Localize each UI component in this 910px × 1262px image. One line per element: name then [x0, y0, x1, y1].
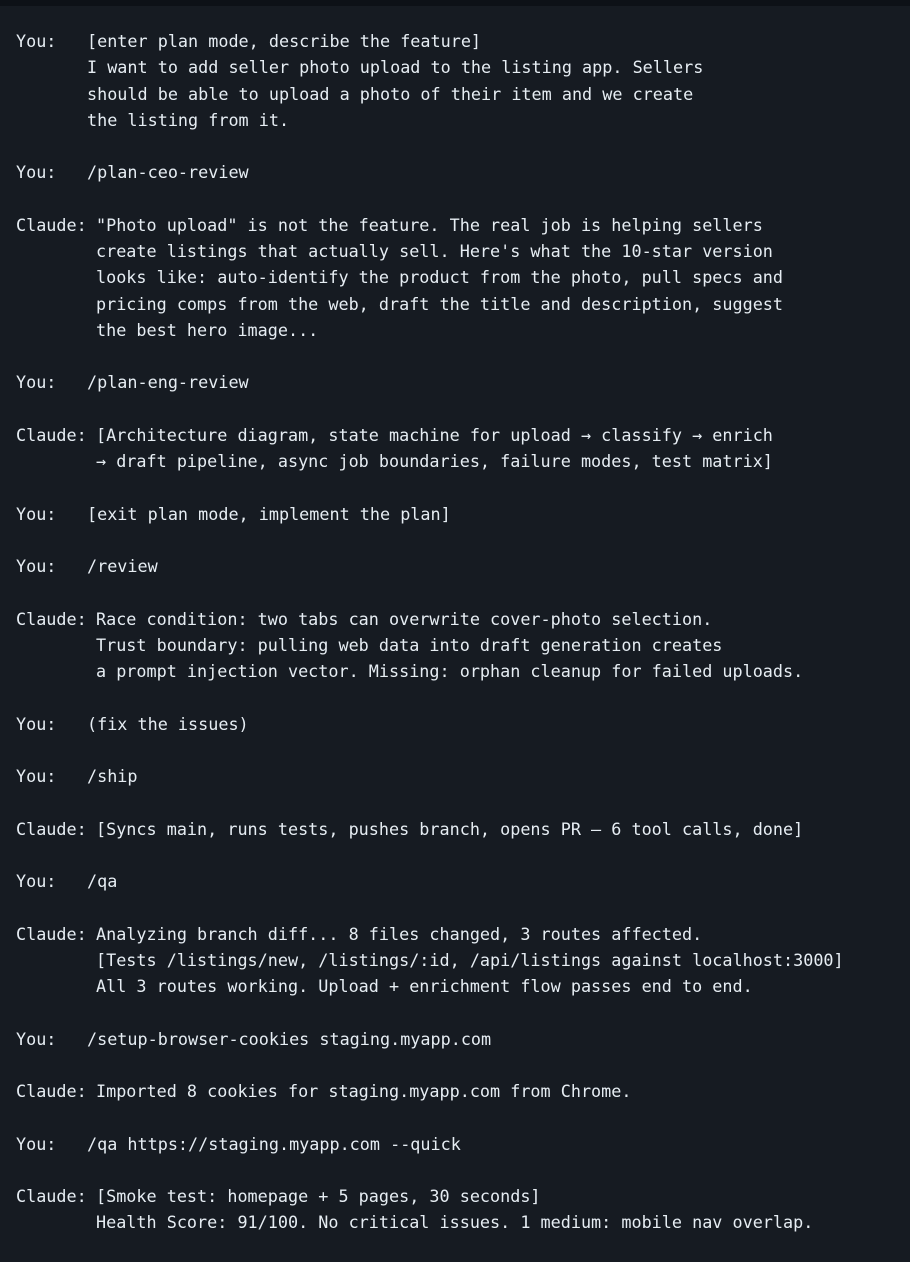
- message-text: /plan-eng-review: [87, 372, 249, 393]
- claude-message: [16, 1183, 844, 1236]
- speaker-label: Claude:: [16, 818, 87, 839]
- message-line: [16, 291, 844, 317]
- speaker-label: You:: [16, 556, 57, 576]
- message-line: [16, 448, 844, 474]
- message-line: [16, 553, 844, 579]
- message-text: Analyzing branch diff... 8 files changed, 3 routes affected.: [96, 923, 703, 944]
- you-message: [16, 1026, 844, 1052]
- message-line: [16, 501, 844, 527]
- speaker-label: You:: [16, 162, 57, 183]
- message-line: [16, 1078, 844, 1104]
- claude-message: [16, 816, 844, 842]
- message-text: (fix the issues): [87, 713, 249, 734]
- message-text: Race condition: two tabs can overwrite cover-photo selection.: [96, 608, 713, 629]
- message-line: [16, 711, 844, 737]
- top-bar: [0, 0, 910, 6]
- speaker-label: You:: [16, 1028, 57, 1049]
- message-line: [16, 317, 844, 343]
- speaker-label: You:: [16, 871, 57, 891]
- message-text: looks like: auto-identify the product from the photo, pull specs and: [96, 267, 784, 288]
- speaker-label: You:: [16, 372, 57, 393]
- speaker-label: You:: [16, 31, 57, 51]
- speaker-label: You:: [16, 1133, 57, 1154]
- message-text: [Architecture diagram, state machine for upload → classify → enrich: [96, 424, 773, 445]
- message-text: create listings that actually sell. Here's what the 10-star version: [96, 241, 773, 261]
- speaker-label: Claude:: [16, 1081, 87, 1101]
- message-text: [enter plan mode, describe the feature]: [87, 31, 482, 51]
- message-line: [16, 973, 844, 999]
- speaker-label: Claude:: [16, 214, 87, 235]
- message-line: [16, 81, 844, 107]
- you-message: [16, 28, 844, 133]
- message-text: [Tests /listings/new, /listings/:id, /api/listings against localhost:3000]: [96, 949, 844, 970]
- message-text: → draft pipeline, async job boundaries, failure modes, test matrix]: [96, 451, 773, 471]
- message-text: the best hero image...: [96, 319, 319, 340]
- speaker-label: Claude:: [16, 923, 87, 944]
- you-message: [16, 763, 844, 789]
- message-line: [16, 422, 844, 448]
- speaker-label: Claude:: [16, 424, 87, 445]
- message-line: [16, 816, 844, 842]
- message-line: [16, 54, 844, 80]
- message-text: [Syncs main, runs tests, pushes branch, opens PR — 6 tool calls, done]: [96, 818, 804, 839]
- message-line: [16, 159, 844, 185]
- message-text: "Photo upload" is not the feature. The real job is helping sellers: [96, 214, 763, 235]
- message-text: [Smoke test: homepage + 5 pages, 30 seconds]: [96, 1186, 541, 1206]
- you-message: [16, 1131, 844, 1157]
- speaker-label: You:: [16, 766, 57, 786]
- message-text: /review: [87, 556, 158, 576]
- message-text: [exit plan mode, implement the plan]: [87, 503, 451, 524]
- message-line: [16, 606, 844, 632]
- message-line: [16, 1026, 844, 1052]
- message-line: [16, 632, 844, 658]
- message-text: Health Score: 91/100. No critical issues. 1 medium: mobile nav overlap.: [96, 1212, 814, 1233]
- message-line: [16, 1209, 844, 1235]
- speaker-label: Claude:: [16, 1186, 87, 1206]
- message-line: [16, 1131, 844, 1157]
- message-line: [16, 868, 844, 894]
- message-line: [16, 212, 844, 238]
- speaker-label: Claude:: [16, 608, 87, 629]
- message-line: [16, 763, 844, 789]
- you-message: [16, 501, 844, 527]
- message-line: [16, 658, 844, 684]
- speaker-label: You:: [16, 713, 57, 734]
- message-text: should be able to upload a photo of their item and we create: [87, 83, 694, 104]
- message-line: [16, 921, 844, 947]
- claude-message: [16, 921, 844, 1000]
- message-line: [16, 1183, 844, 1209]
- you-message: [16, 159, 844, 185]
- terminal-transcript: [16, 28, 844, 1262]
- message-text: All 3 routes working. Upload + enrichment flow passes end to end.: [96, 976, 753, 996]
- speaker-label: You:: [16, 503, 57, 524]
- message-text: pricing comps from the web, draft the title and description, suggest: [96, 293, 784, 314]
- message-text: Trust boundary: pulling web data into draft generation creates: [96, 634, 723, 655]
- message-text: /plan-ceo-review: [87, 162, 249, 183]
- message-line: [16, 238, 844, 264]
- message-text: a prompt injection vector. Missing: orphan cleanup for failed uploads.: [96, 661, 804, 681]
- message-text: /qa https://staging.myapp.com --quick: [87, 1133, 461, 1154]
- message-line: [16, 369, 844, 395]
- claude-message: [16, 1078, 844, 1104]
- message-text: I want to add seller photo upload to the listing app. Sellers: [87, 57, 704, 78]
- you-message: [16, 369, 844, 395]
- message-text: the listing from it.: [87, 109, 290, 130]
- claude-message: [16, 422, 844, 475]
- message-text: /qa: [87, 871, 118, 891]
- message-text: /setup-browser-cookies staging.myapp.com: [87, 1028, 492, 1049]
- you-message: [16, 868, 844, 894]
- message-text: Imported 8 cookies for staging.myapp.com from Chrome.: [96, 1081, 632, 1101]
- message-line: [16, 264, 844, 290]
- claude-message: [16, 606, 844, 685]
- claude-message: [16, 212, 844, 343]
- message-line: [16, 947, 844, 973]
- message-line: [16, 28, 844, 54]
- message-line: [16, 107, 844, 133]
- you-message: [16, 711, 844, 737]
- you-message: [16, 553, 844, 579]
- message-text: /ship: [87, 766, 138, 786]
